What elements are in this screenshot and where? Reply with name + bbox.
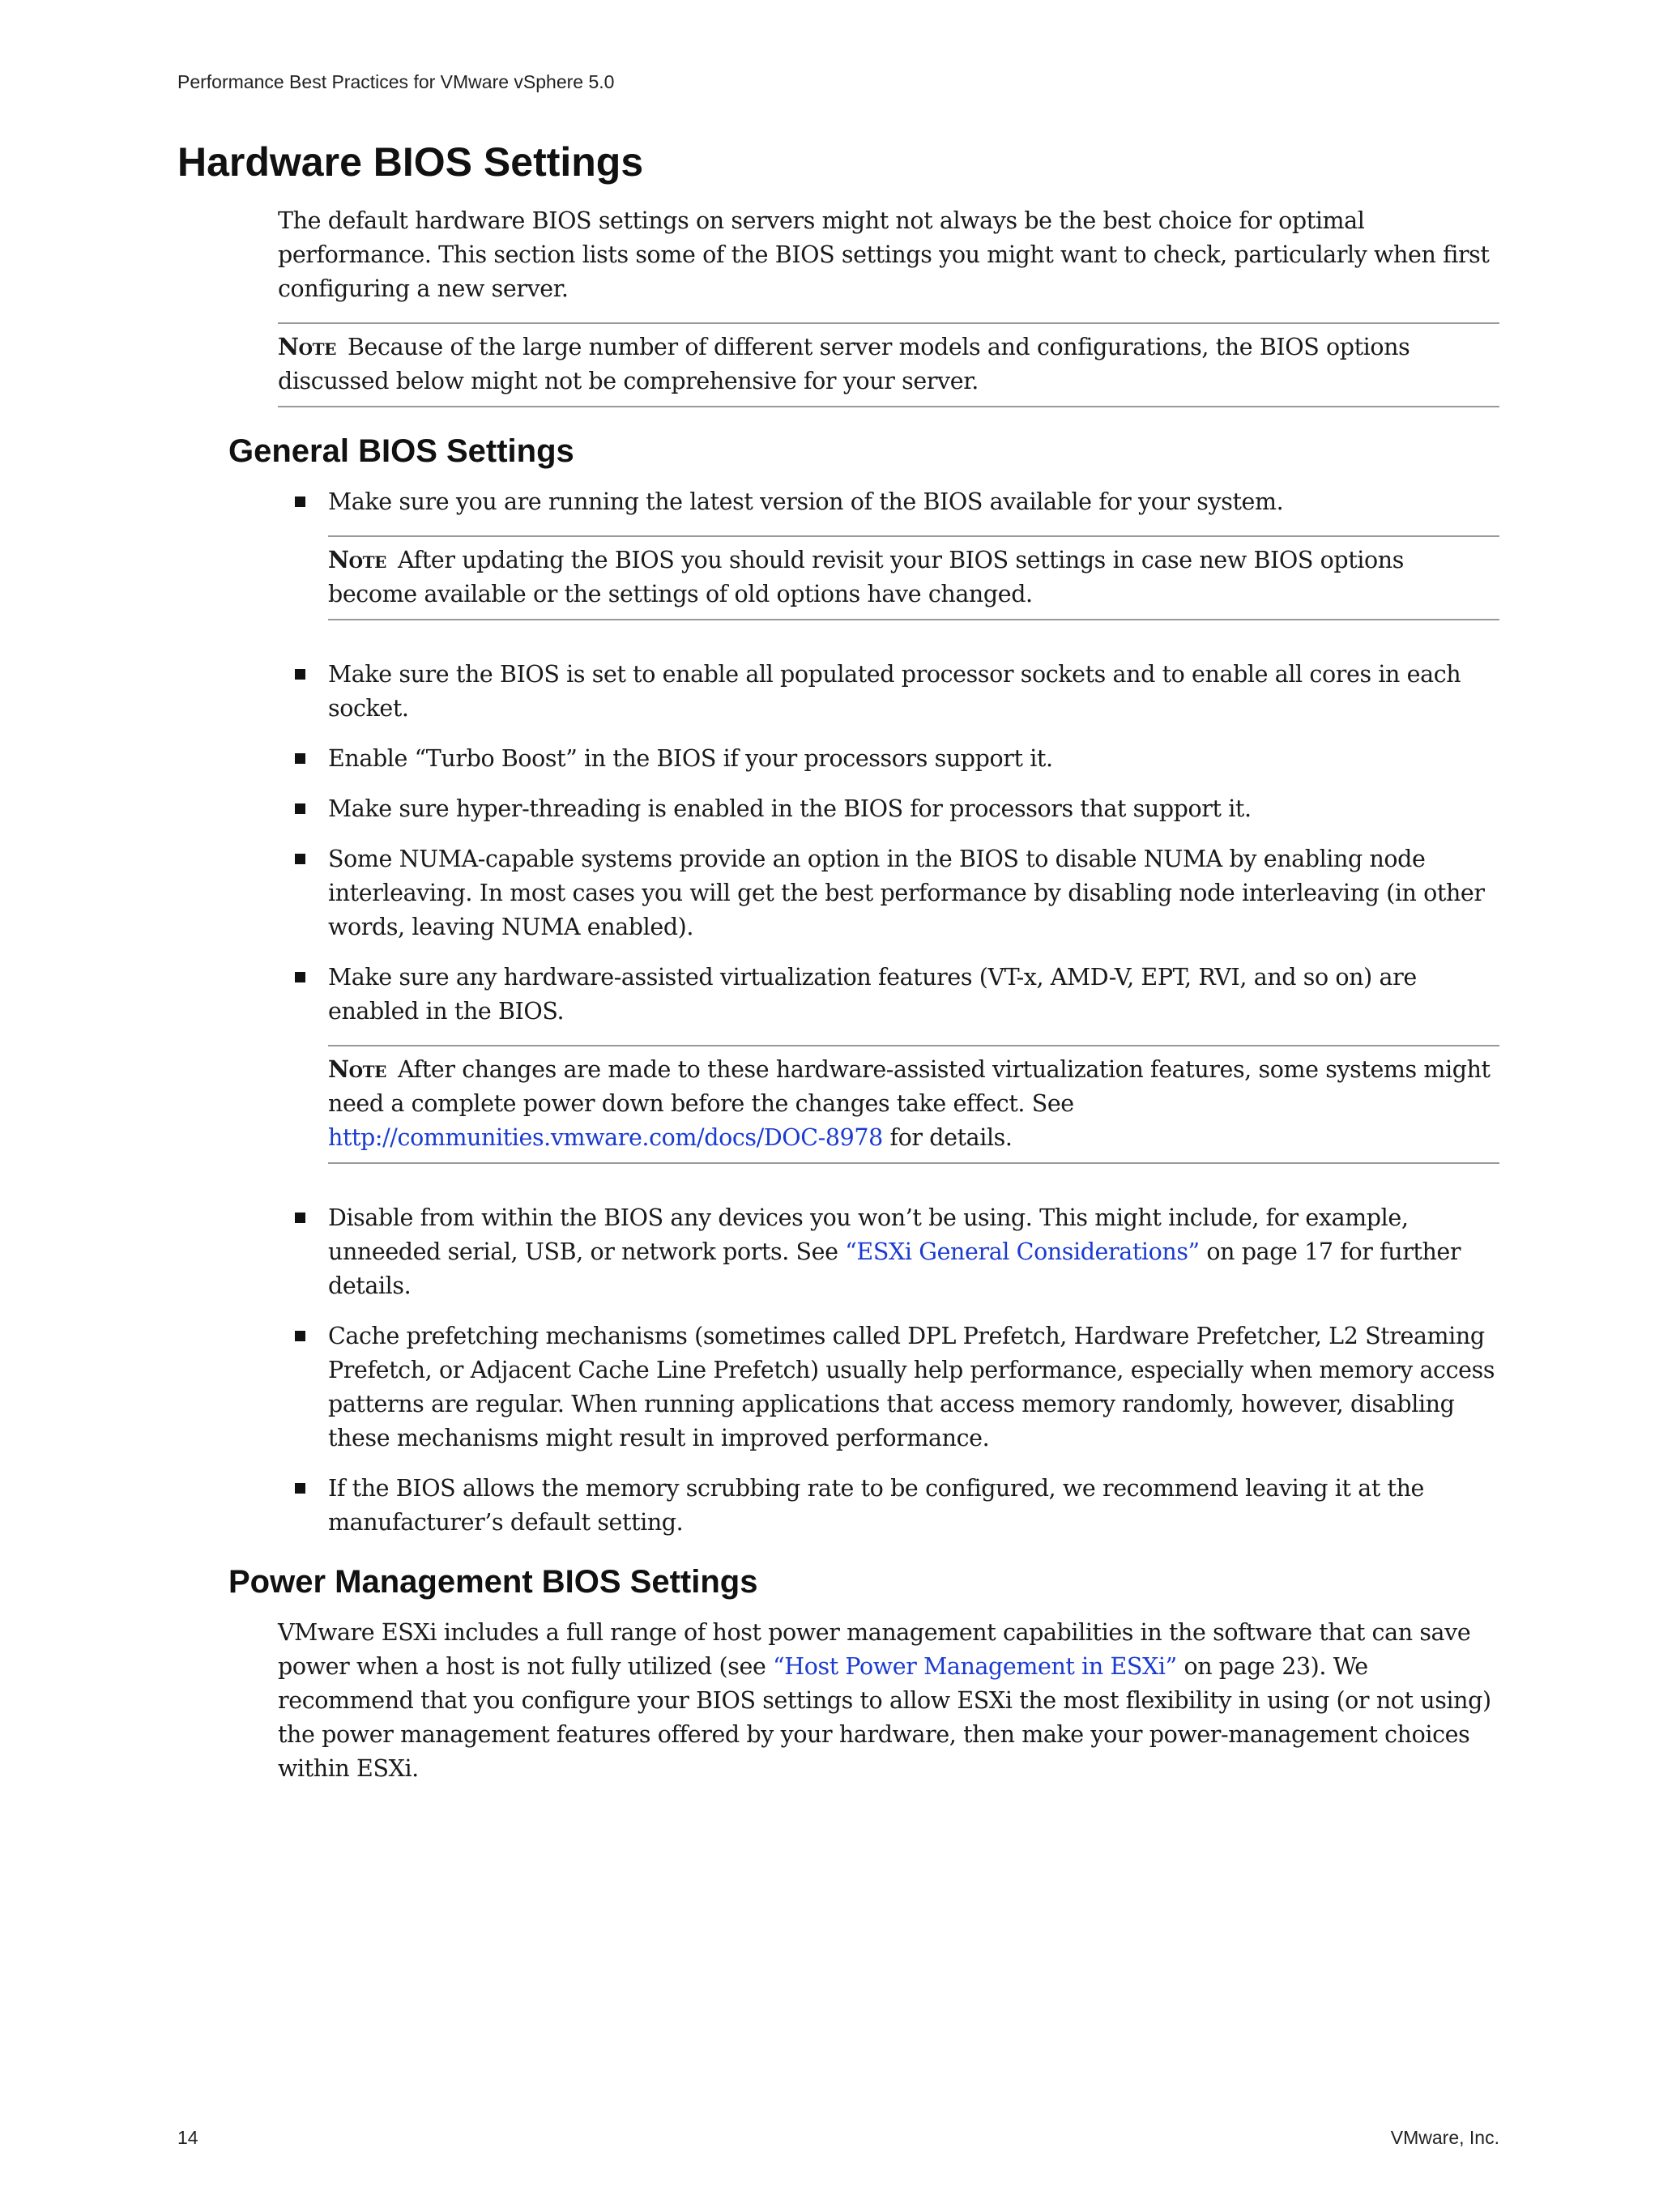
bullet-square-icon <box>295 1483 305 1494</box>
section-intro: The default hardware BIOS settings on servers might not always be the best choice for optimal performance. This section lists some of the BIOS settings you might want to check, particularly when first configuring a new server. <box>278 207 1490 302</box>
list-item-text: Cache prefetching mechanisms (sometimes called DPL Prefetch, Hardware Prefetcher, L2 Streaming Prefetch, or Adjacent Cache Line Prefetch) usually help performance, especially when memory access patterns are regular. When running applications that access memory randomly, however, disabling these mechanisms might result in improved performance. <box>328 1323 1495 1451</box>
list-item-text: Make sure any hardware-assisted virtualization features (VT-x, AMD-V, EPT, RVI, and so on) are enabled in the BIOS. <box>328 964 1417 1025</box>
bullet-square-icon <box>295 753 305 764</box>
power-management-title: Power Management BIOS Settings <box>228 1564 758 1600</box>
note-text-tail: for details. <box>889 1124 1013 1151</box>
bullet-square-icon <box>295 669 305 680</box>
list-item-text: Make sure you are running the latest version of the BIOS available for your system. <box>328 488 1284 515</box>
section-title: Hardware BIOS Settings <box>177 139 644 185</box>
list-item <box>278 1201 1499 1303</box>
bullet-square-icon <box>295 972 305 982</box>
bullet-square-icon <box>295 803 305 814</box>
communities-doc-link[interactable]: http://communities.vmware.com/docs/DOC-8978 <box>328 1124 883 1151</box>
list-item <box>278 961 1499 1164</box>
list-item <box>278 792 1499 826</box>
note-text: After changes are made to these hardware-assisted virtualization features, some systems might need a complete power down before the changes take effect. See <box>328 1056 1491 1117</box>
note-label: Note <box>278 333 336 360</box>
note-label: Note <box>328 1055 386 1083</box>
text-segment: VMware ESXi includes a full range of host power management capabilities in the software that can save power when a host is not fully utilized (see <box>278 1619 1471 1680</box>
section-note <box>278 322 1499 407</box>
list-item <box>278 842 1499 944</box>
text-segment: on page 17 for further details. <box>328 1238 1461 1299</box>
note-text: Because of the large number of different server models and configurations, the BIOS options discussed below might not be comprehensive for your server. <box>278 334 1410 394</box>
bios-update-note <box>328 535 1499 620</box>
running-header: Performance Best Practices for VMware vSphere 5.0 <box>177 71 615 92</box>
power-management-block <box>278 1616 1499 1786</box>
general-bios-list <box>278 485 1499 1540</box>
footer-company: VMware, Inc. <box>1390 2127 1499 2148</box>
note-text: After updating the BIOS you should revisit your BIOS settings in case new BIOS options become available or the settings of old options have changed. <box>328 547 1404 607</box>
list-item-text: Make sure the BIOS is set to enable all populated processor sockets and to enable all cores in each socket. <box>328 661 1461 722</box>
list-item-text <box>328 1201 1499 1303</box>
general-bios-title: General BIOS Settings <box>228 433 574 469</box>
list-item <box>278 1472 1499 1540</box>
page-number: 14 <box>177 2127 198 2148</box>
list-item-text: Some NUMA-capable systems provide an option in the BIOS to disable NUMA by enabling node interleaving. In most cases you will get the best performance by disabling node interleaving (in other words, leaving NUMA enabled). <box>328 846 1485 940</box>
host-power-management-link[interactable]: “Host Power Management in ESXi” <box>773 1653 1177 1680</box>
note-label: Note <box>328 546 386 573</box>
page-content <box>177 138 1499 1802</box>
bullet-square-icon <box>295 1331 305 1341</box>
list-item-text: If the BIOS allows the memory scrubbing rate to be configured, we recommend leaving it at the manufacturer’s default setting. <box>328 1475 1425 1536</box>
bullet-square-icon <box>295 854 305 864</box>
text-segment: on page 23). We recommend that you configure your BIOS settings to allow ESXi the most flexibility in using (or not using) the power management features offered by your hardware, then make your power-management choices within ESXi. <box>278 1653 1491 1782</box>
list-item <box>278 742 1499 776</box>
bullet-square-icon <box>295 1213 305 1223</box>
virtualization-note <box>328 1045 1499 1164</box>
power-management-text <box>278 1616 1499 1786</box>
text-segment: Disable from within the BIOS any devices you won’t be using. This might include, for example, unneeded serial, USB, or network ports. See <box>328 1204 1409 1265</box>
list-item <box>278 1319 1499 1455</box>
list-item-text: Make sure hyper-threading is enabled in the BIOS for processors that support it. <box>328 795 1252 822</box>
list-item <box>278 485 1499 620</box>
list-item-text: Enable “Turbo Boost” in the BIOS if your processors support it. <box>328 745 1053 772</box>
section-intro-block <box>278 204 1499 407</box>
bullet-square-icon <box>295 497 305 507</box>
list-item <box>278 658 1499 726</box>
esxi-general-considerations-link[interactable]: “ESXi General Considerations” <box>845 1238 1200 1265</box>
